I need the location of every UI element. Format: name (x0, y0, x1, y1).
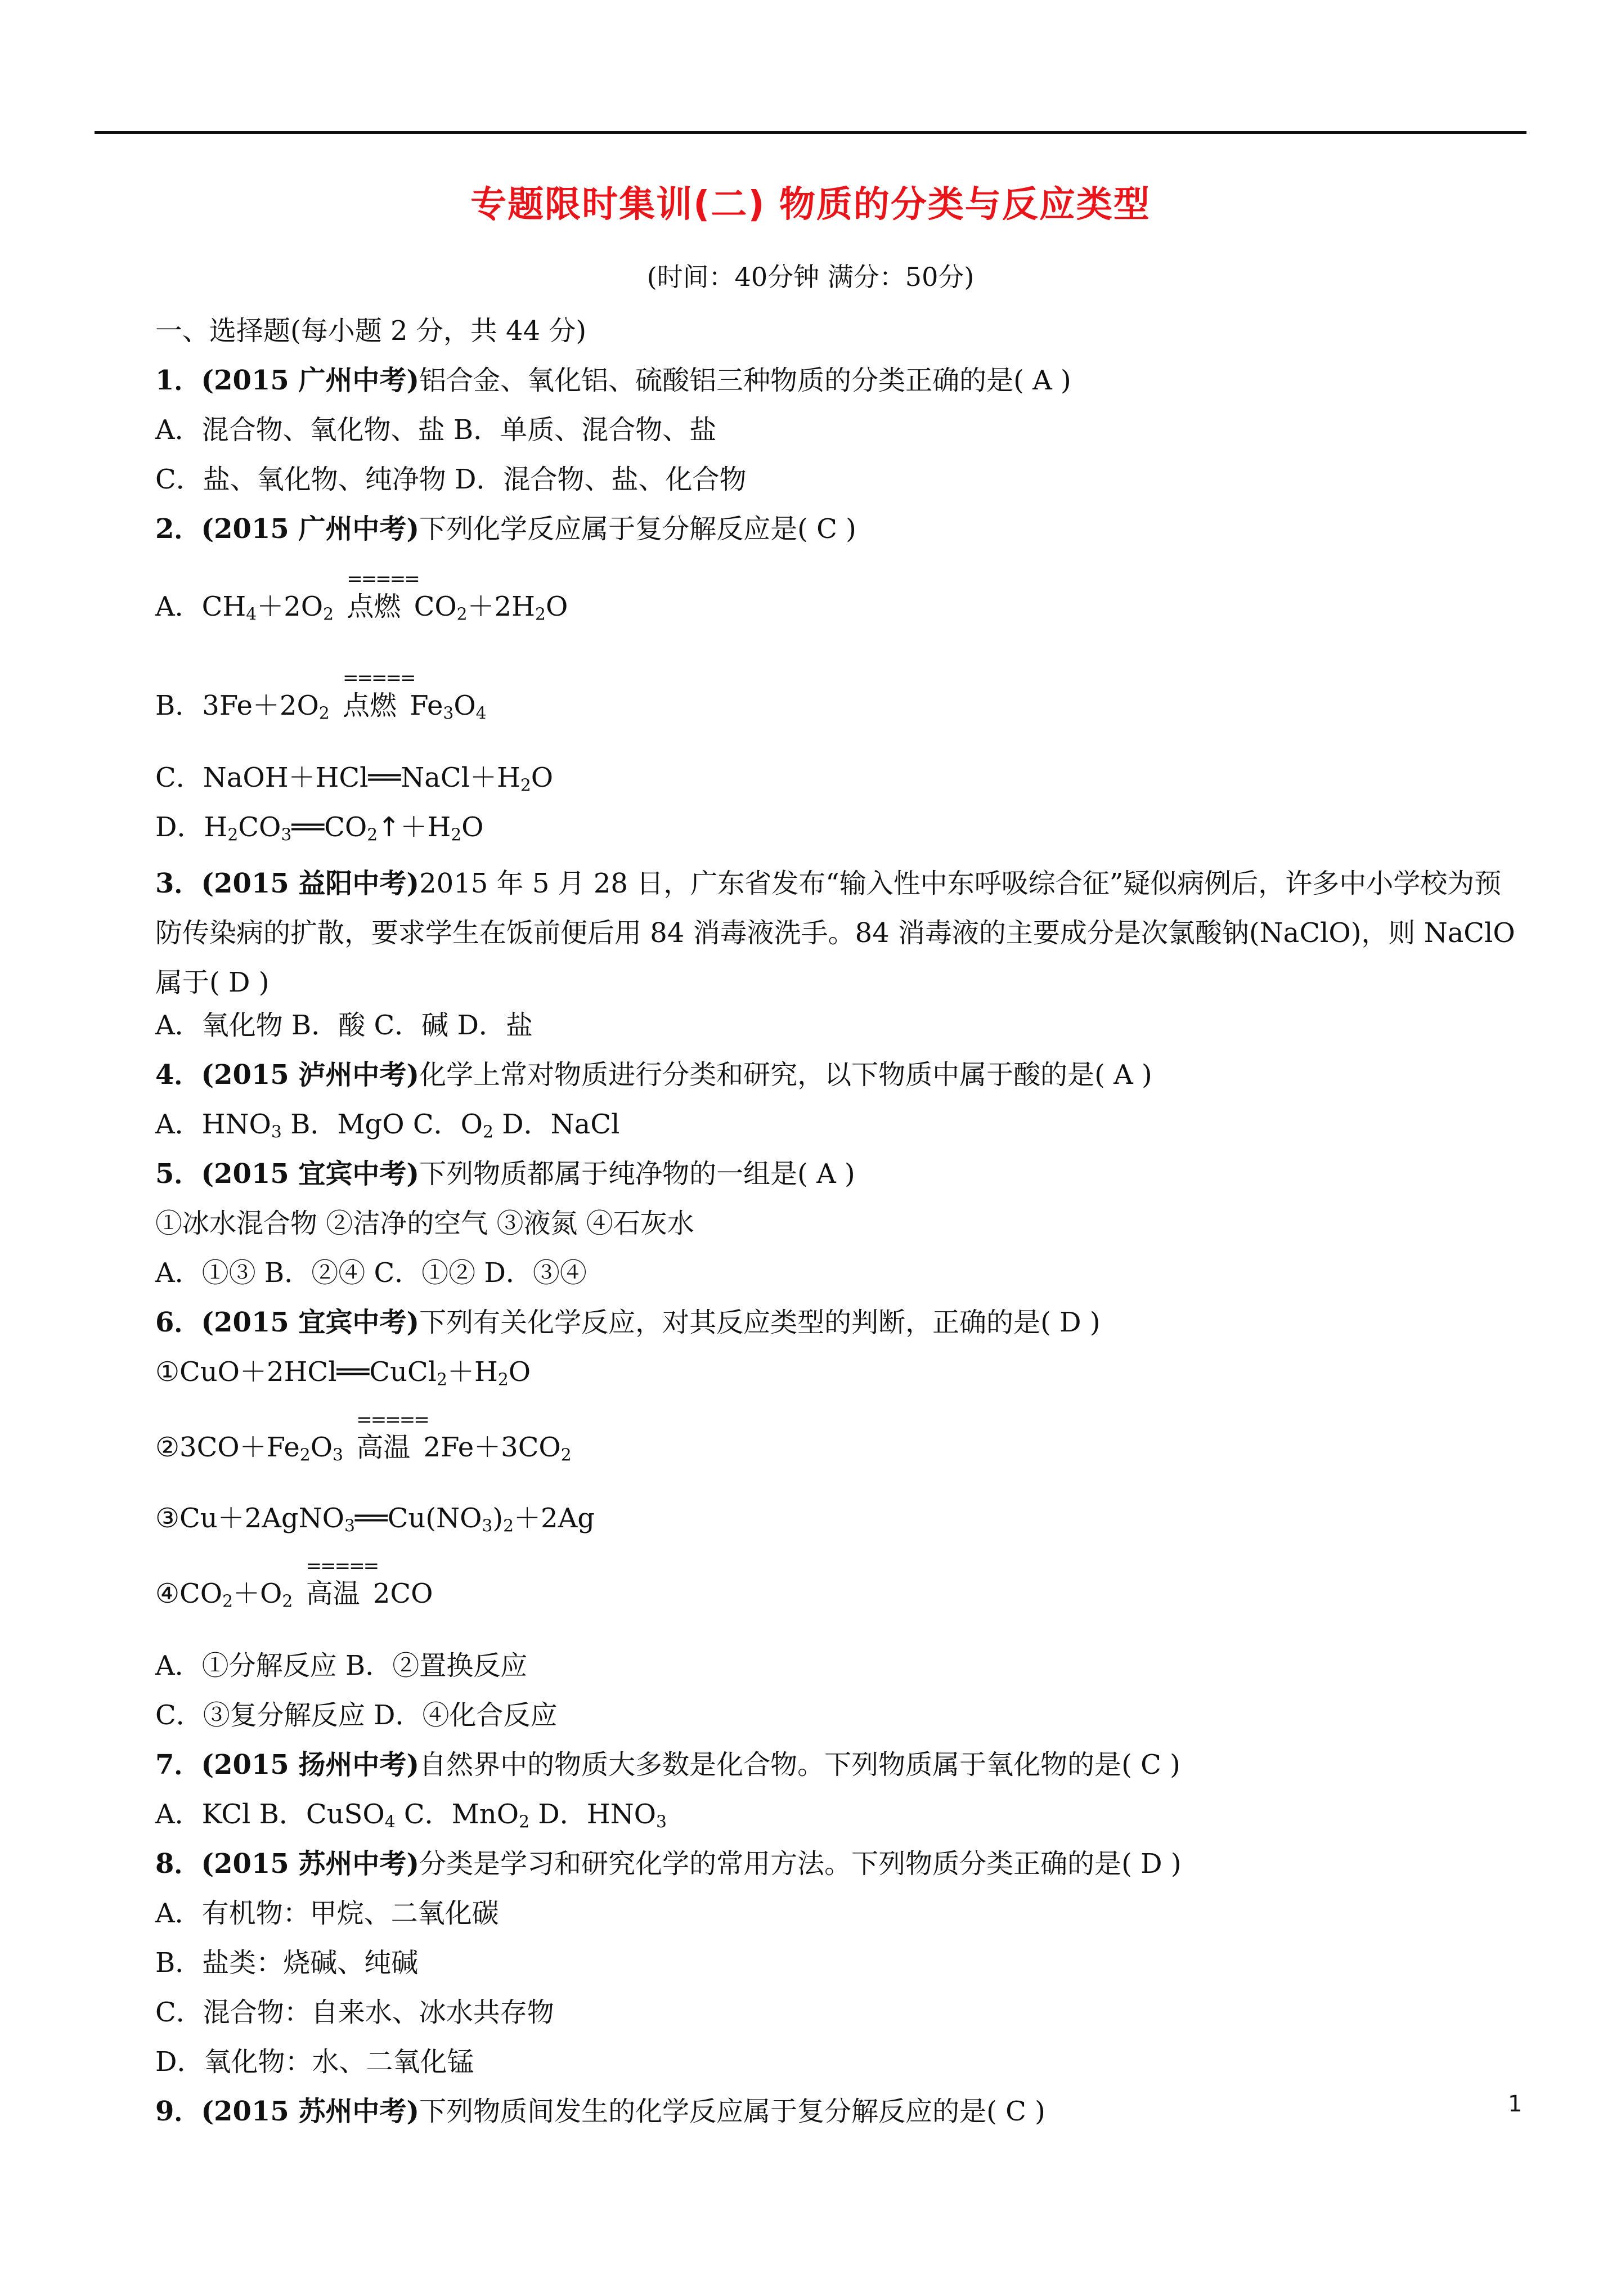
q6-reaction-1: $①CuO+2HCl══CuCl_2+H_2O$ (155, 1356, 531, 1390)
q8-option-a: A．有机物：甲烷、二氧化碳 (155, 1898, 499, 1929)
question-1: 1．(2015 广州中考)铝合金、氧化铝、硫酸铝三种物质的分类正确的是( A ) (155, 365, 1071, 396)
section-heading: 一、选择题(每小题 2 分，共 44 分) (155, 315, 587, 347)
q2-option-a: A．$CH_4+2O_2$ ===== 点燃 $CO_2+2H_2O$ (155, 568, 568, 625)
header-rule (95, 131, 1526, 134)
question-3: 3．(2015 益阳中考)2015 年 5 月 28 日，广东省发布“输入性中东呼吸综合征”疑似病例后，许多中小学校为预防传染病的扩散，要求学生在饭前便后用 84 消毒液洗手。84 消毒液的主要成分是次氯酸钠(NaClO)，则 NaClO 属于( D ) (155, 868, 1515, 998)
q1-options-ab: A．混合物、氧化物、盐 B．单质、混合物、盐 (155, 414, 717, 446)
time-score-info: (时间：40分钟 满分：50分) (646, 262, 975, 292)
q6-reaction-4: $④CO_2+O_2$ ===== 高温 2CO (155, 1555, 433, 1612)
question-5: 5．(2015 宜宾中考)下列物质都属于纯净物的一组是( A ) (155, 1158, 855, 1190)
reaction-condition: ===== 点燃 (347, 568, 419, 622)
q8-option-b: B．盐类：烧碱、纯碱 (155, 1947, 419, 1979)
question-4: 4．(2015 泸州中考)化学上常对物质进行分类和研究，以下物质中属于酸的是( A ) (155, 1059, 1152, 1091)
page-number: 1 (1508, 2091, 1523, 2117)
q6-reaction-3: $③Cu+2AgNO_3══Cu(NO_3)_2+2Ag$ (155, 1503, 595, 1536)
q2-option-d: D．$H_2CO_3══CO_2↑+H_2O$ (155, 811, 484, 845)
question-2: 2．(2015 广州中考)下列化学反应属于复分解反应是( C ) (155, 513, 856, 545)
question-7: 7．(2015 扬州中考)自然界中的物质大多数是化合物。下列物质属于氧化物的是( C ) (155, 1749, 1180, 1781)
question-9: 9．(2015 苏州中考)下列物质间发生的化学反应属于复分解反应的是( C ) (155, 2096, 1045, 2127)
reaction-condition: ===== 点燃 (343, 667, 415, 721)
q6-options-cd: C．③复分解反应 D．④化合反应 (155, 1699, 558, 1731)
reaction-condition: ===== 高温 (306, 1555, 378, 1609)
q8-option-d: D．氧化物：水、二氧化锰 (155, 2046, 474, 2078)
q5-items: ①冰水混合物 ②洁净的空气 ③液氮 ④石灰水 (155, 1208, 694, 1239)
q2-option-b: B．$3Fe+2O_2$ ===== 点燃 $Fe_3O_4$ (155, 667, 487, 724)
q8-option-c: C．混合物：自来水、冰水共存物 (155, 1997, 554, 2028)
question-8: 8．(2015 苏州中考)分类是学习和研究化学的常用方法。下列物质分类正确的是( D ) (155, 1848, 1182, 1880)
question-6: 6．(2015 宜宾中考)下列有关化学反应，对其反应类型的判断，正确的是( D ) (155, 1307, 1101, 1338)
q1-options-cd: C．盐、氧化物、纯净物 D．混合物、盐、化合物 (155, 464, 747, 495)
q5-options: A．①③ B．②④ C．①② D．③④ (155, 1257, 587, 1289)
q2-option-c: C．$NaOH+HCl══NaCl+H_2O$ (155, 762, 554, 796)
reaction-condition: ===== 高温 (356, 1409, 428, 1463)
q4-options: A．$HNO_3$ B．MgO C．$O_2$ D．NaCl (155, 1109, 620, 1142)
q7-options: A．KCl B．CuSO$_4$ C．MnO$_2$ D．$HNO_3$ (155, 1799, 667, 1832)
q3-options: A．氧化物 B．酸 C．碱 D．盐 (155, 1010, 533, 1041)
q6-options-ab: A．①分解反应 B．②置换反应 (155, 1650, 528, 1681)
q6-reaction-2: $②3CO+Fe_2O_3$ ===== 高温 $2Fe+3CO_2$ (155, 1409, 572, 1465)
page-title: 专题限时集训(二) 物质的分类与反应类型 (470, 184, 1151, 226)
